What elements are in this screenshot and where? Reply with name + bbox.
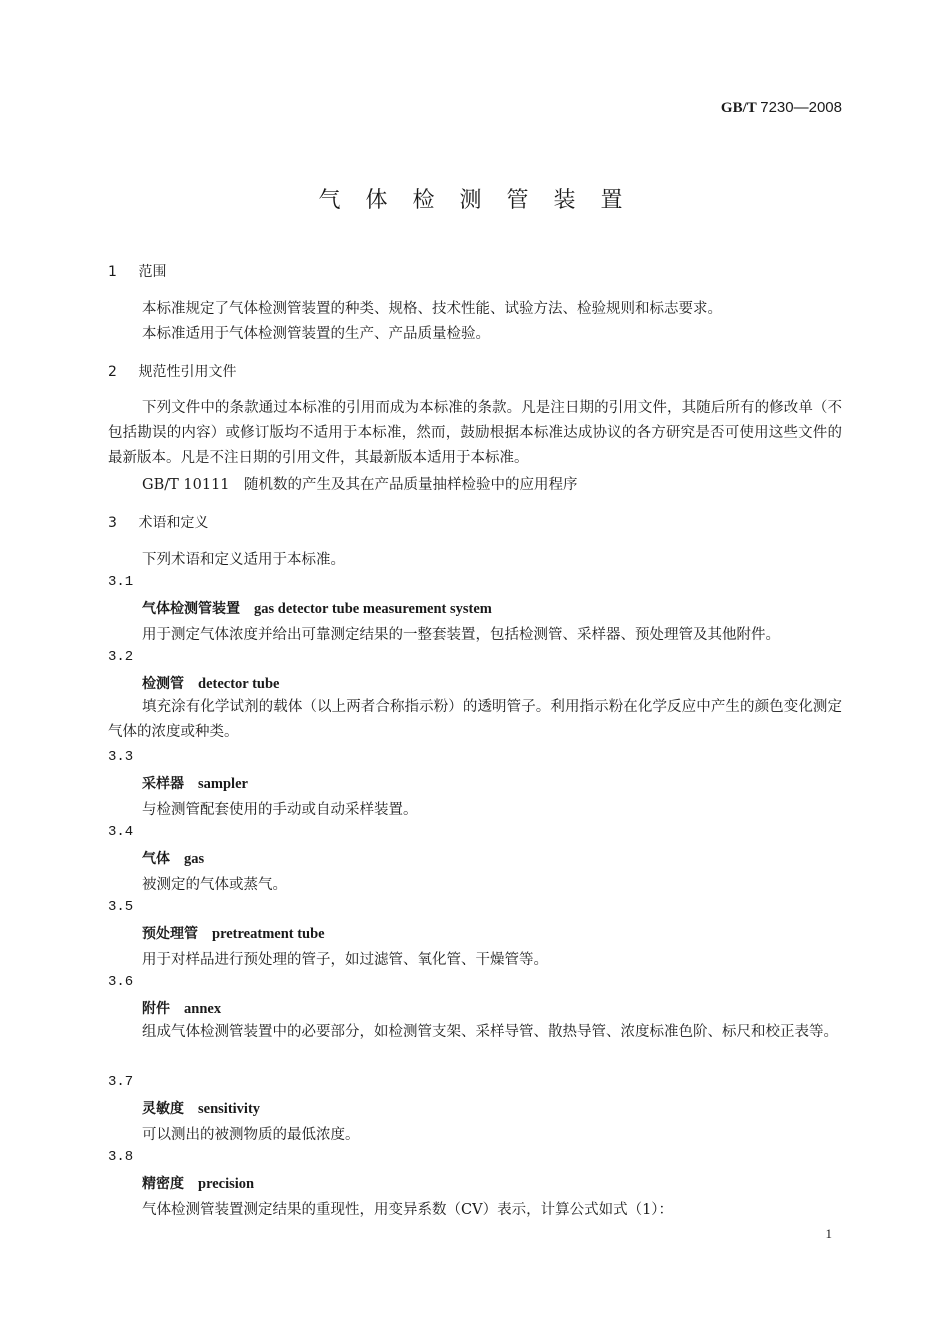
section-title: 术语和定义: [138, 515, 209, 531]
term-en: sensitivity: [198, 1101, 261, 1117]
term-heading: [142, 773, 248, 793]
term-number: 3.3: [108, 749, 134, 765]
term-en: gas detector tube measurement system: [254, 601, 492, 617]
term-zh: 检测管: [142, 676, 184, 692]
document-title: 气 体 检 测 管 装 置: [318, 188, 632, 213]
term-en: sampler: [198, 776, 248, 792]
term-heading: [142, 673, 279, 693]
term-heading: [142, 1098, 260, 1118]
term-zh: 采样器: [142, 776, 184, 792]
term-definition: 用于测定气体浓度并给出可靠测定结果的一整套装置，包括检测管、采样器、预处理管及其他附件。: [142, 627, 780, 643]
term-zh: 气体检测管装置: [142, 601, 240, 617]
standard-code-prefix: GB/T: [720, 100, 757, 116]
paragraph: 本标准规定了气体检测管装置的种类、规格、技术性能、试验方法、检验规则和标志要求。: [142, 301, 722, 317]
term-en: pretreatment tube: [212, 926, 325, 942]
term-definition: 填充涂有化学试剂的载体（以上两者合称指示粉）的透明管子。利用指示粉在化学反应中产生的颜色变化测定气体的浓度或种类。: [108, 699, 842, 740]
section-number: 2: [108, 364, 117, 380]
term-definition: 气体检测管装置测定结果的重现性，用变异系数（CV）表示，计算公式如式（1）：: [142, 1202, 674, 1218]
standard-code: [721, 99, 842, 117]
section-heading: [108, 361, 236, 381]
term-zh: 预处理管: [142, 926, 198, 942]
term-heading: [142, 598, 492, 618]
term-number: 3.7: [108, 1074, 134, 1090]
standard-code-number: 7230—2008: [760, 99, 842, 116]
reference-item: GB/T 10111 随机数的产生及其在产品质量抽样检验中的应用程序: [142, 477, 578, 493]
term-zh: 气体: [142, 851, 170, 867]
term-number: 3.2: [108, 649, 134, 665]
term-number: 3.8: [108, 1149, 134, 1165]
term-number: 3.6: [108, 974, 134, 990]
term-number: 3.4: [108, 824, 134, 840]
term-heading: [142, 1173, 254, 1193]
term-definition: 与检测管配套使用的手动或自动采样装置。: [142, 802, 418, 818]
page-number: 1: [825, 1226, 832, 1241]
term-en: annex: [184, 1001, 222, 1017]
section-title: 规范性引用文件: [138, 364, 237, 380]
term-en: detector tube: [198, 676, 280, 692]
term-heading: [142, 998, 221, 1018]
term-definition: 被测定的气体或蒸气。: [142, 877, 287, 893]
term-zh: 灵敏度: [142, 1101, 184, 1117]
term-heading: [142, 923, 325, 943]
section-heading: [108, 512, 208, 532]
paragraph: 本标准适用于气体检测管装置的生产、产品质量检验。: [142, 326, 490, 342]
term-zh: 精密度: [142, 1176, 184, 1192]
term-number: 3.5: [108, 899, 134, 915]
section-title: 范围: [138, 264, 167, 280]
term-definition: 用于对样品进行预处理的管子，如过滤管、氧化管、干燥管等。: [142, 952, 548, 968]
term-definition: 可以测出的被测物质的最低浓度。: [142, 1127, 360, 1143]
term-en: precision: [198, 1176, 255, 1192]
section-heading: [108, 261, 166, 281]
term-number: 3.1: [108, 574, 134, 590]
term-heading: [142, 848, 204, 868]
term-definition: 组成气体检测管装置中的必要部分，如检测管支架、采样导管、散热导管、浓度标准色阶、标尺和校正表等。: [142, 1024, 838, 1040]
term-en: gas: [184, 851, 205, 867]
section-number: 1: [108, 264, 117, 280]
section-number: 3: [108, 515, 117, 531]
paragraph: 下列术语和定义适用于本标准。: [142, 552, 345, 568]
paragraph: 下列文件中的条款通过本标准的引用而成为本标准的条款。凡是注日期的引用文件，其随后所有的修改单（不包括勘误的内容）或修订版均不适用于本标准，然而，鼓励根据本标准达成协议的各方研究是否可使用这些文件的最新版本。凡是不注日期的引用文件，其最新版本适用于本标准。: [108, 400, 842, 466]
term-zh: 附件: [142, 1001, 170, 1017]
